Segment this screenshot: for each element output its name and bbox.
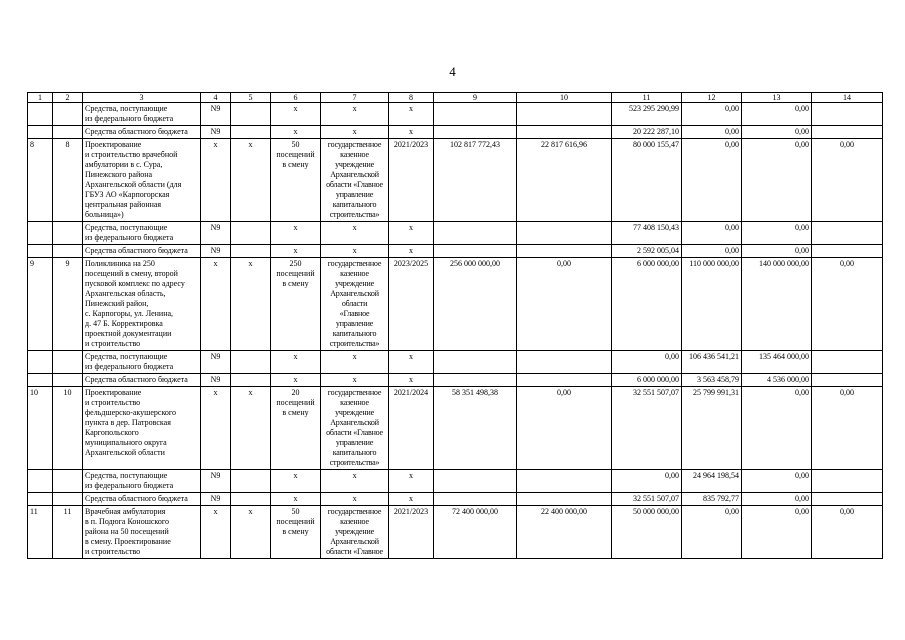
row-number: 9: [28, 258, 53, 351]
row-number: [28, 493, 53, 506]
amount-col11: 2 592 005,04: [612, 245, 682, 258]
item-number: [53, 222, 83, 245]
object-name: Средства областного бюджета: [83, 126, 201, 139]
row-number: [28, 126, 53, 139]
customer: государственное казенное учреждение Архангельской области «Главное управление капитального строительства»: [321, 139, 389, 222]
amount-col11: 523 295 290,99: [612, 103, 682, 126]
object-row: [28, 506, 883, 559]
column-header: 11: [612, 93, 682, 103]
capacity: x: [271, 222, 321, 245]
amount-col13: 0,00: [742, 245, 812, 258]
column-header: 12: [682, 93, 742, 103]
item-number: [53, 126, 83, 139]
row-number: 10: [28, 387, 53, 470]
item-number: [53, 245, 83, 258]
amount-col11: 32 551 507,07: [612, 493, 682, 506]
funding-source-row: [28, 103, 883, 126]
estimated-cost: [434, 245, 517, 258]
capacity: x: [271, 374, 321, 387]
period: 2021/2024: [389, 387, 434, 470]
estimated-cost: [434, 103, 517, 126]
financed-before: [517, 351, 612, 374]
amount-col14: [812, 222, 883, 245]
financed-before: [517, 245, 612, 258]
amount-col12: 0,00: [682, 506, 742, 559]
header-row: [28, 93, 883, 103]
amount-col14: [812, 103, 883, 126]
financed-before: [517, 103, 612, 126]
amount-col11: 32 551 507,07: [612, 387, 682, 470]
estimated-cost: 102 817 772,43: [434, 139, 517, 222]
col5-value: [231, 222, 271, 245]
capacity: 20 посещений в смену: [271, 387, 321, 470]
capacity: 50 посещений в смену: [271, 139, 321, 222]
amount-col14: 0,00: [812, 258, 883, 351]
item-number: 9: [53, 258, 83, 351]
col5-value: [231, 351, 271, 374]
code: x: [201, 387, 231, 470]
item-number: [53, 470, 83, 493]
object-name: Средства, поступающие из федерального бюджета: [83, 351, 201, 374]
period: x: [389, 351, 434, 374]
amount-col12: 0,00: [682, 139, 742, 222]
amount-col12: 0,00: [682, 245, 742, 258]
column-header: 6: [271, 93, 321, 103]
row-number: [28, 222, 53, 245]
capacity: x: [271, 245, 321, 258]
code: N9: [201, 493, 231, 506]
row-number: [28, 103, 53, 126]
item-number: [53, 351, 83, 374]
estimated-cost: [434, 222, 517, 245]
period: 2023/2025: [389, 258, 434, 351]
column-header: 3: [83, 93, 201, 103]
estimated-cost: [434, 493, 517, 506]
row-number: [28, 470, 53, 493]
amount-col12: 3 563 458,79: [682, 374, 742, 387]
estimated-cost: 72 400 000,00: [434, 506, 517, 559]
funding-source-row: [28, 245, 883, 258]
amount-col12: 835 792,77: [682, 493, 742, 506]
period: x: [389, 470, 434, 493]
customer: x: [321, 470, 389, 493]
code: N9: [201, 103, 231, 126]
amount-col11: 20 222 287,10: [612, 126, 682, 139]
customer: x: [321, 374, 389, 387]
column-header: 5: [231, 93, 271, 103]
financed-before: 0,00: [517, 258, 612, 351]
period: 2021/2023: [389, 506, 434, 559]
financed-before: 22 817 616,96: [517, 139, 612, 222]
object-row: [28, 139, 883, 222]
object-name: Проектирование и строительство врачебной амбулатории в с. Сура, Пинежского района Архангельской области (для ГБУЗ АО «Карпогорская центральная районная больница»): [83, 139, 201, 222]
amount-col12: 0,00: [682, 103, 742, 126]
amount-col11: 6 000 000,00: [612, 374, 682, 387]
amount-col14: [812, 126, 883, 139]
column-header: 2: [53, 93, 83, 103]
financed-before: [517, 493, 612, 506]
amount-col14: [812, 470, 883, 493]
funding-source-row: [28, 351, 883, 374]
object-name: Средства областного бюджета: [83, 493, 201, 506]
amount-col14: [812, 245, 883, 258]
code: N9: [201, 470, 231, 493]
col5-value: [231, 470, 271, 493]
capacity: x: [271, 126, 321, 139]
capacity: x: [271, 493, 321, 506]
code: N9: [201, 374, 231, 387]
period: x: [389, 126, 434, 139]
amount-col11: 50 000 000,00: [612, 506, 682, 559]
code: x: [201, 139, 231, 222]
item-number: [53, 103, 83, 126]
object-name: Средства, поступающие из федерального бюджета: [83, 222, 201, 245]
period: x: [389, 374, 434, 387]
customer: x: [321, 103, 389, 126]
item-number: [53, 493, 83, 506]
column-header: 13: [742, 93, 812, 103]
customer: x: [321, 245, 389, 258]
row-number: [28, 374, 53, 387]
object-row: [28, 387, 883, 470]
budget-table: [27, 92, 883, 559]
financed-before: [517, 374, 612, 387]
row-number: [28, 245, 53, 258]
col5-value: x: [231, 506, 271, 559]
period: x: [389, 103, 434, 126]
funding-source-row: [28, 493, 883, 506]
amount-col12: 0,00: [682, 222, 742, 245]
customer: x: [321, 222, 389, 245]
period: x: [389, 245, 434, 258]
amount-col12: 106 436 541,21: [682, 351, 742, 374]
amount-col11: 6 000 000,00: [612, 258, 682, 351]
column-header: 10: [517, 93, 612, 103]
code: N9: [201, 245, 231, 258]
financed-before: 22 400 000,00: [517, 506, 612, 559]
code: N9: [201, 351, 231, 374]
capacity: x: [271, 103, 321, 126]
amount-col14: 0,00: [812, 139, 883, 222]
amount-col11: 0,00: [612, 470, 682, 493]
column-header: 4: [201, 93, 231, 103]
item-number: [53, 374, 83, 387]
estimated-cost: [434, 351, 517, 374]
funding-source-row: [28, 126, 883, 139]
column-header: 7: [321, 93, 389, 103]
object-name: Средства областного бюджета: [83, 374, 201, 387]
customer: x: [321, 351, 389, 374]
amount-col13: 0,00: [742, 139, 812, 222]
row-number: [28, 351, 53, 374]
amount-col14: [812, 351, 883, 374]
amount-col12: 110 000 000,00: [682, 258, 742, 351]
amount-col12: 0,00: [682, 126, 742, 139]
amount-col11: 77 408 150,43: [612, 222, 682, 245]
col5-value: [231, 493, 271, 506]
capacity: 250 посещений в смену: [271, 258, 321, 351]
object-name: Средства, поступающие из федерального бюджета: [83, 470, 201, 493]
code: x: [201, 506, 231, 559]
financed-before: [517, 126, 612, 139]
item-number: 11: [53, 506, 83, 559]
amount-col14: 0,00: [812, 387, 883, 470]
period: 2021/2023: [389, 139, 434, 222]
period: x: [389, 222, 434, 245]
page-number: 4: [449, 64, 456, 79]
estimated-cost: 58 351 498,38: [434, 387, 517, 470]
funding-source-row: [28, 374, 883, 387]
capacity: x: [271, 470, 321, 493]
object-name: Средства областного бюджета: [83, 245, 201, 258]
amount-col13: 0,00: [742, 126, 812, 139]
funding-source-row: [28, 470, 883, 493]
col5-value: [231, 245, 271, 258]
customer: x: [321, 493, 389, 506]
customer: государственное казенное учреждение Архангельской области «Главное управление капитального строительства»: [321, 387, 389, 470]
column-header: 8: [389, 93, 434, 103]
code: x: [201, 258, 231, 351]
customer: x: [321, 126, 389, 139]
col5-value: [231, 103, 271, 126]
funding-source-row: [28, 222, 883, 245]
item-number: 8: [53, 139, 83, 222]
col5-value: [231, 374, 271, 387]
object-row: [28, 258, 883, 351]
object-name: Врачебная амбулатория в п. Подюга Коношского района на 50 посещений в смену. Проектирование и строительство: [83, 506, 201, 559]
financed-before: [517, 222, 612, 245]
amount-col13: 0,00: [742, 103, 812, 126]
amount-col13: 4 536 000,00: [742, 374, 812, 387]
amount-col12: 24 964 198,54: [682, 470, 742, 493]
col5-value: x: [231, 139, 271, 222]
col5-value: [231, 126, 271, 139]
amount-col14: [812, 493, 883, 506]
amount-col13: 0,00: [742, 387, 812, 470]
amount-col13: 0,00: [742, 222, 812, 245]
estimated-cost: 256 000 000,00: [434, 258, 517, 351]
amount-col13: 140 000 000,00: [742, 258, 812, 351]
period: x: [389, 493, 434, 506]
row-number: 8: [28, 139, 53, 222]
amount-col13: 0,00: [742, 506, 812, 559]
customer: государственное казенное учреждение Архангельской области «Главное: [321, 506, 389, 559]
row-number: 11: [28, 506, 53, 559]
column-header: 9: [434, 93, 517, 103]
capacity: x: [271, 351, 321, 374]
code: N9: [201, 222, 231, 245]
amount-col12: 25 799 991,31: [682, 387, 742, 470]
amount-col14: [812, 374, 883, 387]
amount-col11: 0,00: [612, 351, 682, 374]
financed-before: [517, 470, 612, 493]
amount-col13: 135 464 000,00: [742, 351, 812, 374]
code: N9: [201, 126, 231, 139]
financed-before: 0,00: [517, 387, 612, 470]
estimated-cost: [434, 126, 517, 139]
amount-col11: 80 000 155,47: [612, 139, 682, 222]
col5-value: x: [231, 258, 271, 351]
amount-col14: 0,00: [812, 506, 883, 559]
object-name: Проектирование и строительство фельдшерско-акушерского пункта в дер. Патровская Каргопольского муниципального округа Архангельской области: [83, 387, 201, 470]
column-header: 14: [812, 93, 883, 103]
col5-value: x: [231, 387, 271, 470]
object-name: Средства, поступающие из федерального бюджета: [83, 103, 201, 126]
amount-col13: 0,00: [742, 493, 812, 506]
capacity: 50 посещений в смену: [271, 506, 321, 559]
amount-col13: 0,00: [742, 470, 812, 493]
estimated-cost: [434, 374, 517, 387]
item-number: 10: [53, 387, 83, 470]
customer: государственное казенное учреждение Архангельской области «Главное управление капитального строительства»: [321, 258, 389, 351]
column-header: 1: [28, 93, 53, 103]
object-name: Поликлиника на 250 посещений в смену, второй пусковой комплекс по адресу Архангельская область, Пинежский район, с. Карпогоры, ул. Ленина, д. 47 Б. Корректировка проектной документации и строительство: [83, 258, 201, 351]
estimated-cost: [434, 470, 517, 493]
